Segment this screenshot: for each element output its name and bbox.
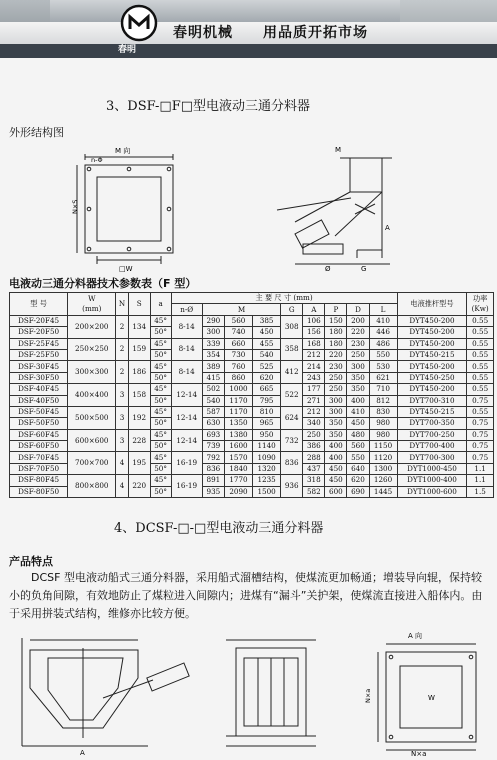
cell-model: DSF-50F50 bbox=[10, 418, 68, 429]
cell-L: 446 bbox=[369, 327, 397, 338]
cell-model: DSF-20F45 bbox=[10, 315, 68, 326]
cell-model: DSF-80F45 bbox=[10, 475, 68, 486]
cell-P: 350 bbox=[325, 418, 347, 429]
cell-m1: 339 bbox=[202, 338, 224, 349]
n-phi-label: n-Φ bbox=[91, 156, 103, 164]
cell-power: 0.55 bbox=[467, 349, 494, 360]
cell-a: 50° bbox=[150, 441, 171, 452]
cell-n: 3 bbox=[116, 429, 128, 452]
logo-text: 春明 bbox=[118, 45, 137, 55]
cell-D: 300 bbox=[347, 361, 369, 372]
table-row bbox=[10, 338, 494, 349]
cell-A: 271 bbox=[303, 395, 325, 406]
col-header-s: S bbox=[128, 293, 150, 316]
features-heading: 产品特点 bbox=[9, 555, 53, 568]
cell-pusher: DYT700-310 bbox=[397, 395, 467, 406]
cell-m3: 525 bbox=[253, 361, 281, 372]
cell-pusher: DYT700-400 bbox=[397, 441, 467, 452]
cell-power: 0.75 bbox=[467, 395, 494, 406]
cell-A: 288 bbox=[303, 452, 325, 463]
cell-A: 243 bbox=[303, 372, 325, 383]
cell-model: DSF-30F50 bbox=[10, 372, 68, 383]
cell-a: 50° bbox=[150, 418, 171, 429]
col-header-nphi: n-Ø bbox=[171, 304, 202, 315]
cell-P: 600 bbox=[325, 486, 347, 497]
cell-D: 250 bbox=[347, 349, 369, 360]
cell-w: 200×200 bbox=[68, 315, 116, 338]
cell-a: 50° bbox=[150, 327, 171, 338]
table-row bbox=[10, 361, 494, 372]
cell-s: 220 bbox=[128, 475, 150, 498]
cell-A: 340 bbox=[303, 418, 325, 429]
cell-A: 106 bbox=[303, 315, 325, 326]
cell-m3: 620 bbox=[253, 372, 281, 383]
cell-w: 800×800 bbox=[68, 475, 116, 498]
cell-m2: 860 bbox=[224, 372, 252, 383]
cell-nphi: 8-14 bbox=[171, 315, 202, 338]
cell-model: DSF-60F50 bbox=[10, 441, 68, 452]
cell-s: 134 bbox=[128, 315, 150, 338]
cell-P: 350 bbox=[325, 429, 347, 440]
cell-w: 600×600 bbox=[68, 429, 116, 452]
cell-m1: 739 bbox=[202, 441, 224, 452]
company-logo bbox=[120, 4, 158, 42]
cell-w: 250×250 bbox=[68, 338, 116, 361]
cell-m1: 502 bbox=[202, 384, 224, 395]
cell-pusher: DYT700-250 bbox=[397, 429, 467, 440]
cell-m3: 1500 bbox=[253, 486, 281, 497]
cell-m3: 540 bbox=[253, 349, 281, 360]
cell-A: 582 bbox=[303, 486, 325, 497]
cell-P: 450 bbox=[325, 475, 347, 486]
cell-m1: 300 bbox=[202, 327, 224, 338]
a-label: A bbox=[385, 224, 390, 232]
cell-power: 0.75 bbox=[467, 429, 494, 440]
cell-L: 1445 bbox=[369, 486, 397, 497]
table-row bbox=[10, 315, 494, 326]
cell-m1: 540 bbox=[202, 395, 224, 406]
cell-L: 530 bbox=[369, 361, 397, 372]
cell-L: 710 bbox=[369, 384, 397, 395]
cell-L: 486 bbox=[369, 338, 397, 349]
cell-L: 980 bbox=[369, 418, 397, 429]
cell-n: 4 bbox=[116, 452, 128, 475]
outline-drawing-f-type bbox=[55, 140, 445, 275]
cell-n: 2 bbox=[116, 315, 128, 338]
cell-m2: 1840 bbox=[224, 463, 252, 474]
cell-A: 318 bbox=[303, 475, 325, 486]
col-header-main-dims: 主 要 尺 寸 (mm) bbox=[171, 293, 397, 304]
cell-nphi: 16-19 bbox=[171, 452, 202, 475]
col-header-a: a bbox=[150, 293, 171, 316]
cell-m1: 891 bbox=[202, 475, 224, 486]
cell-n: 3 bbox=[116, 384, 128, 407]
col-header-power: 功率 (Kw) bbox=[467, 293, 494, 316]
cell-m3: 450 bbox=[253, 327, 281, 338]
cell-P: 180 bbox=[325, 327, 347, 338]
cell-m1: 630 bbox=[202, 418, 224, 429]
cell-m2: 1770 bbox=[224, 475, 252, 486]
cell-model: DSF-60F45 bbox=[10, 429, 68, 440]
cell-a: 45° bbox=[150, 452, 171, 463]
cell-P: 180 bbox=[325, 338, 347, 349]
cell-m3: 950 bbox=[253, 429, 281, 440]
cell-L: 1260 bbox=[369, 475, 397, 486]
cell-s: 195 bbox=[128, 452, 150, 475]
cell-m1: 354 bbox=[202, 349, 224, 360]
cell-m2: 1000 bbox=[224, 384, 252, 395]
diverter-side-view bbox=[277, 158, 392, 264]
cell-A: 168 bbox=[303, 338, 325, 349]
cell-D: 200 bbox=[347, 315, 369, 326]
brand-name: 春明机械 bbox=[173, 25, 233, 41]
cell-m3: 810 bbox=[253, 406, 281, 417]
cell-P: 450 bbox=[325, 463, 347, 474]
cell-m2: 1170 bbox=[224, 406, 252, 417]
col-header-model: 型 号 bbox=[10, 293, 68, 316]
cell-a: 50° bbox=[150, 486, 171, 497]
cell-power: 1.5 bbox=[467, 486, 494, 497]
cell-power: 0.55 bbox=[467, 406, 494, 417]
cell-m2: 1170 bbox=[224, 395, 252, 406]
cell-power: 0.55 bbox=[467, 384, 494, 395]
cell-m2: 740 bbox=[224, 327, 252, 338]
dcsf-front-view bbox=[22, 638, 189, 746]
cell-P: 300 bbox=[325, 406, 347, 417]
cell-D: 550 bbox=[347, 452, 369, 463]
cell-n: 3 bbox=[116, 406, 128, 429]
cell-a: 50° bbox=[150, 372, 171, 383]
cell-D: 400 bbox=[347, 395, 369, 406]
cell-model: DSF-40F45 bbox=[10, 384, 68, 395]
cell-pusher: DYT450-200 bbox=[397, 384, 467, 395]
cell-model: DSF-20F50 bbox=[10, 327, 68, 338]
cell-model: DSF-25F45 bbox=[10, 338, 68, 349]
cell-m1: 290 bbox=[202, 315, 224, 326]
cell-m1: 693 bbox=[202, 429, 224, 440]
cell-A: 386 bbox=[303, 441, 325, 452]
cell-m2: 760 bbox=[224, 361, 252, 372]
cell-nphi: 16-19 bbox=[171, 475, 202, 498]
cell-a: 45° bbox=[150, 475, 171, 486]
nxa-label: N×a bbox=[411, 750, 427, 758]
cell-power: 0.55 bbox=[467, 361, 494, 372]
header-strip bbox=[0, 44, 497, 58]
cell-w: 400×400 bbox=[68, 384, 116, 407]
col-header-D: D bbox=[347, 304, 369, 315]
cell-m3: 455 bbox=[253, 338, 281, 349]
cell-P: 230 bbox=[325, 361, 347, 372]
cell-pusher: DYT700-300 bbox=[397, 452, 467, 463]
table-title: 电液动三通分料器技术参数表（F 型） bbox=[9, 277, 197, 290]
cell-D: 690 bbox=[347, 486, 369, 497]
cell-model: DSF-50F45 bbox=[10, 406, 68, 417]
cell-L: 410 bbox=[369, 315, 397, 326]
cell-P: 250 bbox=[325, 384, 347, 395]
cell-power: 0.75 bbox=[467, 441, 494, 452]
cell-model: DSF-30F45 bbox=[10, 361, 68, 372]
cell-D: 620 bbox=[347, 475, 369, 486]
cell-A: 177 bbox=[303, 384, 325, 395]
cell-power: 1.1 bbox=[467, 475, 494, 486]
cell-m1: 792 bbox=[202, 452, 224, 463]
cell-L: 830 bbox=[369, 406, 397, 417]
col-header-L: L bbox=[369, 304, 397, 315]
cell-power: 1.1 bbox=[467, 463, 494, 474]
cell-nphi: 12-14 bbox=[171, 406, 202, 429]
nxa-vertical-label: N×a bbox=[364, 688, 372, 703]
cell-model: DSF-70F50 bbox=[10, 463, 68, 474]
cell-pusher: DYT700-350 bbox=[397, 418, 467, 429]
cell-pusher: DYT1000-400 bbox=[397, 475, 467, 486]
cell-g: 358 bbox=[281, 338, 303, 361]
cell-m2: 560 bbox=[224, 315, 252, 326]
cell-m3: 1235 bbox=[253, 475, 281, 486]
cell-P: 220 bbox=[325, 349, 347, 360]
cell-D: 410 bbox=[347, 406, 369, 417]
a-direction-label: A 向 bbox=[408, 632, 423, 640]
cell-P: 300 bbox=[325, 395, 347, 406]
cell-m1: 836 bbox=[202, 463, 224, 474]
cell-L: 550 bbox=[369, 349, 397, 360]
cell-D: 480 bbox=[347, 429, 369, 440]
cell-m3: 795 bbox=[253, 395, 281, 406]
w-label: □W bbox=[119, 265, 133, 273]
cell-L: 621 bbox=[369, 372, 397, 383]
cell-m2: 1350 bbox=[224, 418, 252, 429]
cell-m1: 415 bbox=[202, 372, 224, 383]
cell-P: 150 bbox=[325, 315, 347, 326]
cell-pusher: DYT1000-450 bbox=[397, 463, 467, 474]
cell-a: 45° bbox=[150, 338, 171, 349]
cell-L: 812 bbox=[369, 395, 397, 406]
cell-power: 0.55 bbox=[467, 338, 494, 349]
cell-D: 450 bbox=[347, 418, 369, 429]
cell-P: 400 bbox=[325, 452, 347, 463]
cell-m3: 1320 bbox=[253, 463, 281, 474]
cell-L: 1150 bbox=[369, 441, 397, 452]
nxs-label: N×S bbox=[71, 199, 79, 214]
cell-s: 186 bbox=[128, 361, 150, 384]
cell-power: 0.55 bbox=[467, 315, 494, 326]
col-header-m: M bbox=[202, 304, 280, 315]
cell-D: 560 bbox=[347, 441, 369, 452]
cell-D: 350 bbox=[347, 372, 369, 383]
m-label: M bbox=[335, 146, 342, 154]
cell-pusher: DYT450-215 bbox=[397, 349, 467, 360]
cell-n: 2 bbox=[116, 361, 128, 384]
cell-m2: 1600 bbox=[224, 441, 252, 452]
dcsf-side-view bbox=[226, 640, 316, 746]
cell-m3: 665 bbox=[253, 384, 281, 395]
cell-A: 212 bbox=[303, 349, 325, 360]
cell-model: DSF-80F50 bbox=[10, 486, 68, 497]
section3-title: 3、DSF-□F□型电液动三通分料器 bbox=[106, 99, 311, 114]
cell-m2: 730 bbox=[224, 349, 252, 360]
cell-g: 522 bbox=[281, 384, 303, 407]
cell-a: 45° bbox=[150, 315, 171, 326]
cell-m3: 1140 bbox=[253, 441, 281, 452]
cell-s: 158 bbox=[128, 384, 150, 407]
cell-a: 50° bbox=[150, 395, 171, 406]
cell-L: 1120 bbox=[369, 452, 397, 463]
flange-plan-view bbox=[77, 154, 173, 264]
cell-nphi: 12-14 bbox=[171, 429, 202, 452]
cell-pusher: DYT450-200 bbox=[397, 338, 467, 349]
cell-P: 250 bbox=[325, 372, 347, 383]
cell-pusher: DYT450-215 bbox=[397, 406, 467, 417]
col-header-A: A bbox=[303, 304, 325, 315]
cell-L: 980 bbox=[369, 429, 397, 440]
cell-m2: 1570 bbox=[224, 452, 252, 463]
cell-m1: 389 bbox=[202, 361, 224, 372]
cell-a: 45° bbox=[150, 429, 171, 440]
cell-L: 1300 bbox=[369, 463, 397, 474]
table-row bbox=[10, 406, 494, 417]
cell-model: DSF-40F50 bbox=[10, 395, 68, 406]
cell-power: 0.75 bbox=[467, 418, 494, 429]
cell-w: 300×300 bbox=[68, 361, 116, 384]
features-body: DCSF 型电液动船式三通分料器，采用船式溜槽结构，使煤流更加畅通；增装导向辊，保持较小的负角间隙，有效地防止了煤粒进入间隙内；进煤有“漏斗”关护架，使煤流直接进入船体内。由于采用拼装式结构，维修亦比较方便。 bbox=[9, 571, 483, 620]
cell-g: 412 bbox=[281, 361, 303, 384]
cell-D: 220 bbox=[347, 327, 369, 338]
cell-pusher: DYT450-200 bbox=[397, 315, 467, 326]
cell-A: 437 bbox=[303, 463, 325, 474]
dcsf-plan-view bbox=[378, 644, 476, 750]
a-label-dcsf: A bbox=[80, 749, 85, 757]
col-header-pusher: 电液推杆型号 bbox=[397, 293, 467, 316]
table-row bbox=[10, 475, 494, 486]
col-header-w: W (mm) bbox=[68, 293, 116, 316]
cell-m3: 1090 bbox=[253, 452, 281, 463]
slogan: 用品质开拓市场 bbox=[263, 25, 368, 41]
cell-m3: 965 bbox=[253, 418, 281, 429]
cell-power: 0.75 bbox=[467, 452, 494, 463]
cell-g: 308 bbox=[281, 315, 303, 338]
col-header-P: P bbox=[325, 304, 347, 315]
section4-title: 4、DCSF-□-□型电液动三通分料器 bbox=[114, 521, 324, 536]
w-label-dcsf: W bbox=[428, 694, 435, 702]
g-label: G bbox=[361, 265, 367, 273]
header-banner bbox=[0, 0, 497, 58]
header-band bbox=[0, 22, 497, 44]
cell-A: 214 bbox=[303, 361, 325, 372]
table-row bbox=[10, 384, 494, 395]
cell-pusher: DYT450-250 bbox=[397, 372, 467, 383]
cell-power: 0.55 bbox=[467, 372, 494, 383]
cell-pusher: DYT450-200 bbox=[397, 327, 467, 338]
m-direction-label: M 向 bbox=[115, 147, 131, 155]
cell-A: 212 bbox=[303, 406, 325, 417]
cell-a: 45° bbox=[150, 361, 171, 372]
cell-A: 156 bbox=[303, 327, 325, 338]
cell-n: 4 bbox=[116, 475, 128, 498]
cell-nphi: 12-14 bbox=[171, 384, 202, 407]
cell-s: 159 bbox=[128, 338, 150, 361]
cell-model: DSF-70F45 bbox=[10, 452, 68, 463]
cell-g: 624 bbox=[281, 406, 303, 429]
cell-n: 2 bbox=[116, 338, 128, 361]
cell-m1: 935 bbox=[202, 486, 224, 497]
cell-m1: 587 bbox=[202, 406, 224, 417]
cell-w: 700×700 bbox=[68, 452, 116, 475]
cell-s: 228 bbox=[128, 429, 150, 452]
cell-pusher: DYT1000-600 bbox=[397, 486, 467, 497]
cell-P: 400 bbox=[325, 441, 347, 452]
cell-a: 45° bbox=[150, 384, 171, 395]
cell-a: 50° bbox=[150, 349, 171, 360]
cell-power: 0.55 bbox=[467, 327, 494, 338]
cell-D: 230 bbox=[347, 338, 369, 349]
cell-m2: 2090 bbox=[224, 486, 252, 497]
outline-drawing-dcsf bbox=[8, 628, 493, 758]
cell-nphi: 8-14 bbox=[171, 338, 202, 361]
cell-model: DSF-25F50 bbox=[10, 349, 68, 360]
cell-w: 500×500 bbox=[68, 406, 116, 429]
cell-nphi: 8-14 bbox=[171, 361, 202, 384]
cell-m3: 385 bbox=[253, 315, 281, 326]
cell-D: 350 bbox=[347, 384, 369, 395]
table-header-row bbox=[10, 293, 494, 304]
outline-heading: 外形结构图 bbox=[9, 126, 64, 139]
phi-label: Ø bbox=[325, 265, 331, 273]
cell-pusher: DYT450-200 bbox=[397, 361, 467, 372]
cell-a: 45° bbox=[150, 406, 171, 417]
cell-D: 640 bbox=[347, 463, 369, 474]
cell-a: 50° bbox=[150, 463, 171, 474]
cell-g: 836 bbox=[281, 452, 303, 475]
col-header-n: N bbox=[116, 293, 128, 316]
col-header-g: G bbox=[281, 304, 303, 315]
cell-m2: 1380 bbox=[224, 429, 252, 440]
cell-s: 192 bbox=[128, 406, 150, 429]
cell-g: 936 bbox=[281, 475, 303, 498]
spec-table bbox=[9, 292, 494, 498]
cell-g: 732 bbox=[281, 429, 303, 452]
table-row bbox=[10, 429, 494, 440]
cell-A: 250 bbox=[303, 429, 325, 440]
cell-m2: 660 bbox=[224, 338, 252, 349]
table-row bbox=[10, 452, 494, 463]
